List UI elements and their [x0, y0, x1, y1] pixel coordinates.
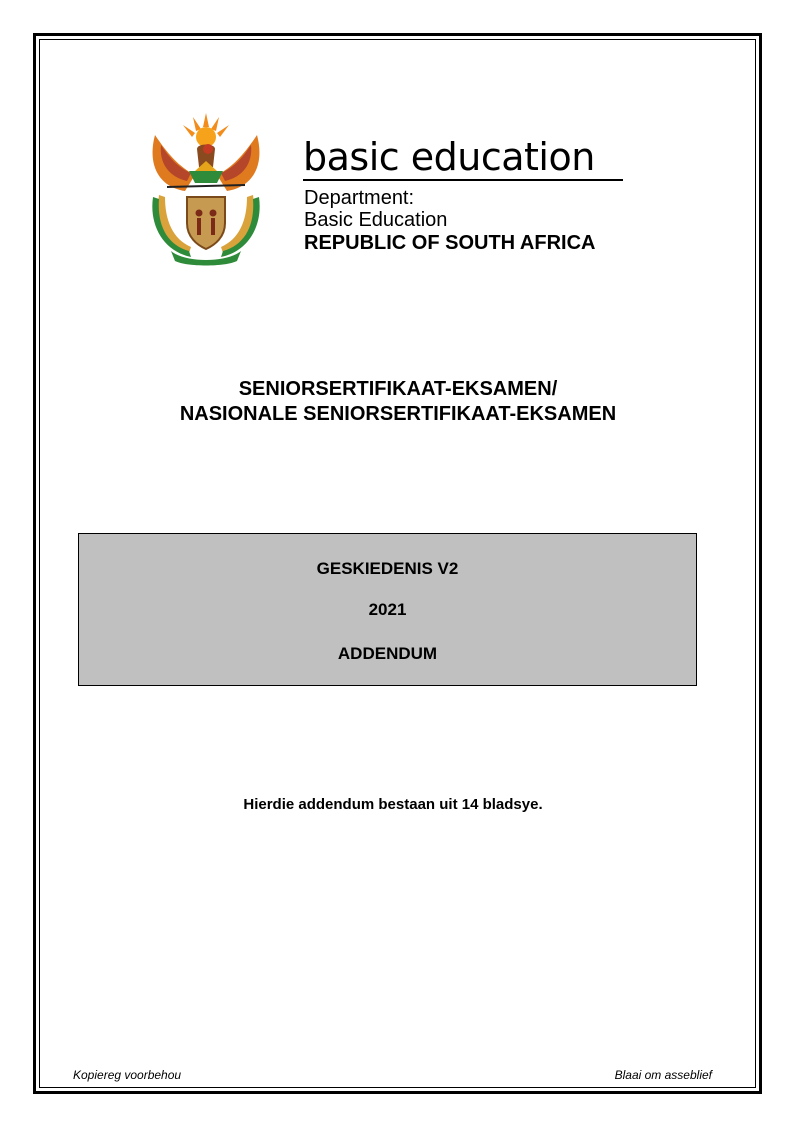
footer-copyright: Kopiereg voorbehou: [73, 1068, 182, 1082]
department-name: Basic Education: [304, 209, 448, 231]
brand-title: basic education: [303, 135, 595, 179]
document-type: ADDENDUM: [337, 644, 438, 663]
exam-title: [40, 377, 756, 427]
brand-underline: [303, 179, 623, 181]
department-label: Department:: [304, 187, 415, 209]
department-header: [303, 135, 625, 254]
exam-year: 2021: [368, 600, 407, 619]
page-count-notice: Hierdie addendum bestaan uit 14 bladsye.: [243, 796, 543, 813]
exam-title-line2: NASIONALE SENIORSERTIFIKAAT-EKSAMEN: [179, 403, 617, 425]
country-name: REPUBLIC OF SOUTH AFRICA: [304, 232, 596, 254]
footer-turn-page: Blaai om asseblief: [614, 1068, 712, 1082]
coat-of-arms-icon: [145, 105, 267, 267]
exam-title-line1: SENIORSERTIFIKAAT-EKSAMEN/: [238, 378, 558, 400]
subject-name: GESKIEDENIS V2: [316, 559, 459, 578]
subject-info-box: [78, 533, 697, 686]
